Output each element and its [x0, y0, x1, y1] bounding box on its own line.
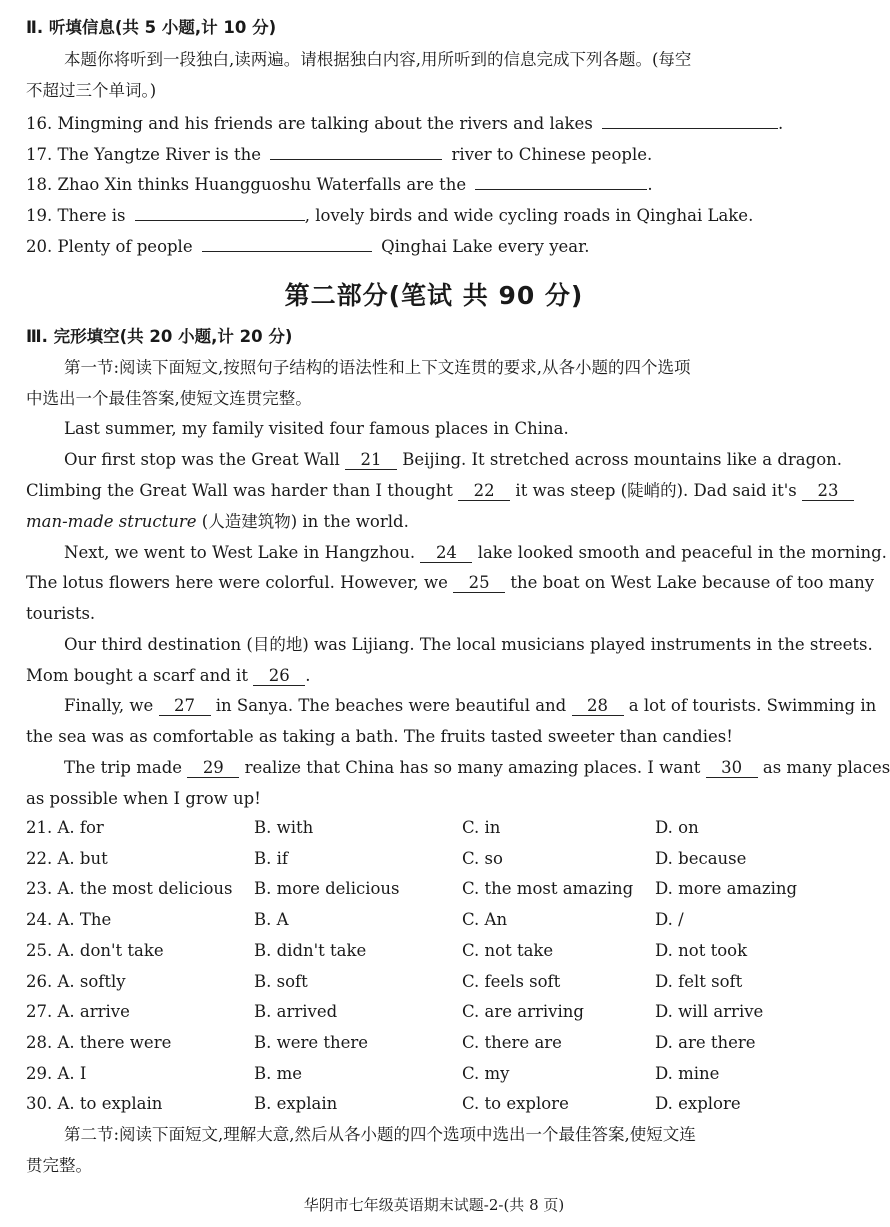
question-18-text: 18. Zhao Xin thinks Huangguoshu Waterfalls are the — [26, 175, 467, 194]
question-17-text-a: 17. The Yangtze River is the — [26, 145, 262, 164]
passage-text: Climbing the Great Wall was harder than I thought — [26, 481, 453, 500]
answer-option-a[interactable]: 22. A. but — [26, 848, 108, 868]
answer-option-d[interactable]: D. more amazing — [655, 879, 798, 899]
answer-option-d[interactable]: D. on — [655, 818, 699, 837]
question-19-text-a: 19. There is — [26, 206, 126, 225]
question-18 — [26, 173, 653, 195]
question-19-text-b: , lovely birds and wide cycling roads in Qinghai Lake. — [304, 206, 754, 225]
passage-line-9 — [26, 666, 310, 686]
answer-option-a[interactable]: 24. A. The — [26, 910, 112, 930]
answer-option-c[interactable]: C. the most amazing — [462, 879, 634, 899]
passage-line-6 — [26, 573, 874, 593]
question-17 — [26, 143, 652, 165]
part-2-title: 第二部分(笔试 共 90 分) — [284, 281, 584, 310]
answer-option-a[interactable]: 21. A. for — [26, 818, 104, 837]
cloze-blank-25[interactable]: 25 — [453, 574, 505, 593]
passage-line-2 — [64, 450, 842, 470]
section-3-instruction-2: 中选出一个最佳答案,使短文连贯完整。 — [26, 389, 312, 408]
answer-option-b[interactable]: B. with — [254, 818, 314, 837]
cloze-blank-21[interactable]: 21 — [345, 451, 397, 470]
answer-option-c[interactable]: C. there are — [462, 1032, 562, 1052]
question-16-text: 16. Mingming and his friends are talking about the rivers and lakes — [26, 114, 593, 133]
answer-option-b[interactable]: B. explain — [254, 1094, 338, 1114]
question-17-text-b: river to Chinese people. — [451, 145, 653, 164]
answer-option-c[interactable]: C. An — [462, 910, 508, 930]
passage-text: realize that China has so many amazing places. I want — [244, 758, 701, 777]
cloze-blank-28[interactable]: 28 — [572, 697, 624, 716]
answer-option-d[interactable]: D. felt soft — [655, 971, 743, 991]
section-3b-instruction-2: 贯完整。 — [26, 1156, 92, 1175]
answer-blank-18[interactable] — [475, 173, 647, 190]
passage-line-10 — [64, 696, 876, 716]
answer-option-c[interactable]: C. my — [462, 1063, 510, 1083]
passage-line-11: the sea was as comfortable as taking a bath. The fruits tasted sweeter than candies! — [26, 727, 733, 746]
question-20-text-a: 20. Plenty of people — [26, 237, 193, 256]
passage-line-1: Last summer, my family visited four famous places in China. — [64, 419, 569, 438]
passage-line-5 — [64, 543, 887, 563]
passage-line-4 — [26, 512, 409, 532]
section-3-instruction-1: 第一节:阅读下面短文,按照句子结构的语法性和上下文连贯的要求,从各小题的四个选项 — [64, 358, 691, 377]
passage-text: Next, we went to West Lake in Hangzhou. — [64, 543, 416, 562]
passage-text: in Sanya. The beaches were beautiful and — [215, 696, 567, 715]
answer-option-d[interactable]: D. not took — [655, 940, 748, 960]
section-2-heading: Ⅱ. 听填信息(共 5 小题,计 10 分) — [26, 18, 277, 37]
section-3b-instruction-1: 第二节:阅读下面短文,理解大意,然后从各小题的四个选项中选出一个最佳答案,使短文连 — [64, 1125, 696, 1144]
answer-blank-19[interactable] — [135, 204, 305, 221]
cloze-blank-30[interactable]: 30 — [706, 759, 758, 778]
answer-option-b[interactable]: B. didn't take — [254, 940, 367, 960]
answer-option-c[interactable]: C. are arriving — [462, 1002, 584, 1022]
question-20 — [26, 235, 589, 257]
section-3-heading: Ⅲ. 完形填空(共 20 小题,计 20 分) — [26, 327, 293, 346]
cloze-blank-22[interactable]: 22 — [458, 482, 510, 501]
answer-option-d[interactable]: D. will arrive — [655, 1002, 764, 1022]
passage-text: lake looked smooth and peaceful in the morning. — [477, 543, 887, 562]
passage-line-8: Our third destination (目的地) was Lijiang. The local musicians played instruments in the streets. — [64, 635, 873, 654]
answer-option-a[interactable]: 30. A. to explain — [26, 1094, 163, 1114]
answer-option-b[interactable]: B. were there — [254, 1032, 369, 1052]
answer-option-c[interactable]: C. feels soft — [462, 971, 561, 991]
answer-option-a[interactable]: 25. A. don't take — [26, 940, 164, 960]
passage-line-3 — [26, 481, 854, 501]
answer-blank-17[interactable] — [270, 143, 442, 160]
answer-option-c[interactable]: C. not take — [462, 940, 554, 960]
answer-option-c[interactable]: C. to explore — [462, 1094, 569, 1114]
passage-text: Our first stop was the Great Wall — [64, 450, 340, 469]
cloze-blank-24[interactable]: 24 — [420, 544, 472, 563]
answer-option-c[interactable]: C. so — [462, 848, 503, 868]
answer-option-b[interactable]: B. me — [254, 1063, 303, 1083]
answer-option-d[interactable]: D. explore — [655, 1094, 741, 1114]
answer-option-d[interactable]: D. / — [655, 910, 684, 930]
answer-option-b[interactable]: B. more delicious — [254, 879, 400, 899]
page-footer: 华阴市七年级英语期末试题-2-(共 8 页) — [303, 1196, 565, 1214]
passage-text: (人造建筑物) in the world. — [201, 512, 409, 531]
answer-option-b[interactable]: B. if — [254, 848, 288, 868]
answer-option-a[interactable]: 26. A. softly — [26, 971, 126, 991]
question-16-end: . — [778, 114, 784, 133]
answer-option-a[interactable]: 28. A. there were — [26, 1032, 172, 1052]
answer-option-b[interactable]: B. soft — [254, 971, 308, 991]
passage-text: Beijing. It stretched across mountains like a dragon. — [402, 450, 843, 469]
cloze-blank-29[interactable]: 29 — [187, 759, 239, 778]
passage-italic-term: man-made structure — [26, 512, 197, 531]
passage-line-13: as possible when I grow up! — [26, 789, 261, 808]
question-16 — [26, 112, 783, 134]
passage-text: a lot of tourists. Swimming in — [628, 696, 877, 715]
passage-text: as many places — [762, 758, 890, 777]
passage-period: . — [305, 666, 311, 685]
question-20-text-b: Qinghai Lake every year. — [381, 237, 590, 256]
answer-option-c[interactable]: C. in — [462, 818, 501, 837]
passage-line-12 — [64, 758, 890, 778]
passage-text: it was steep (陡峭的). Dad said it's — [515, 481, 797, 500]
passage-text: The trip made — [64, 758, 183, 777]
answer-option-d[interactable]: D. mine — [655, 1063, 720, 1083]
passage-line-7: tourists. — [26, 604, 96, 623]
answer-option-a[interactable]: 29. A. I — [26, 1063, 87, 1083]
passage-text: Finally, we — [64, 696, 154, 715]
answer-blank-16[interactable] — [602, 112, 778, 129]
passage-text: The lotus flowers here were colorful. However, we — [26, 573, 448, 592]
answer-blank-20[interactable] — [202, 235, 372, 252]
answer-option-b[interactable]: B. A — [254, 910, 289, 930]
question-19 — [26, 204, 753, 226]
answer-option-d[interactable]: D. because — [655, 848, 747, 868]
cloze-blank-27[interactable]: 27 — [159, 697, 211, 716]
section-2-instruction-2: 不超过三个单词。) — [26, 81, 157, 100]
answer-option-b[interactable]: B. arrived — [254, 1002, 338, 1022]
question-18-end: . — [647, 175, 653, 194]
answer-option-a[interactable]: 27. A. arrive — [26, 1002, 130, 1022]
answer-option-a[interactable]: 23. A. the most delicious — [26, 879, 233, 899]
passage-text: the boat on West Lake because of too many — [510, 573, 875, 592]
cloze-blank-23[interactable]: 23 — [802, 482, 854, 501]
section-2-instruction-1: 本题你将听到一段独白,读两遍。请根据独白内容,用所听到的信息完成下列各题。(每空 — [64, 50, 692, 69]
passage-text: Mom bought a scarf and it — [26, 666, 248, 685]
answer-option-d[interactable]: D. are there — [655, 1032, 756, 1052]
cloze-blank-26[interactable]: 26 — [253, 667, 305, 686]
